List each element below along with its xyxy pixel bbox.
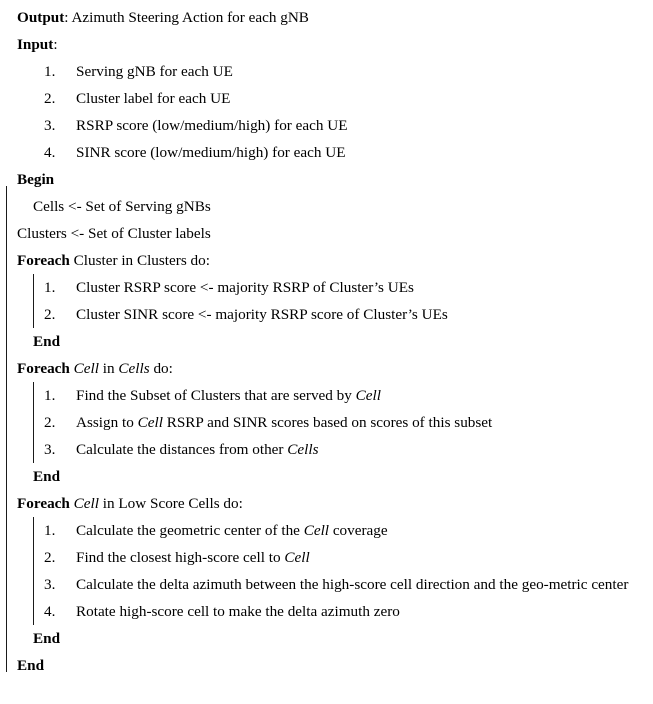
- output-line: [17, 4, 648, 31]
- list-item-number: 3.: [44, 441, 56, 458]
- text-run: do:: [149, 360, 173, 377]
- list-item: [44, 112, 648, 139]
- foreach-keyword: Foreach: [17, 252, 70, 269]
- text-run: Find the Subset of Clusters that are served by: [76, 387, 356, 404]
- list-item-text: [76, 603, 400, 620]
- end-line-cluster-loop: End: [33, 333, 61, 350]
- begin-line: Begin: [17, 171, 55, 188]
- italic-term: Cell: [73, 360, 99, 377]
- list-item-number: 2.: [44, 306, 56, 323]
- list-item-number: 4.: [44, 144, 56, 161]
- output-text: Azimuth Steering Action for each gNB: [71, 9, 309, 26]
- end-line-low-score-cell-loop: End: [33, 630, 61, 647]
- list-item: [44, 301, 648, 328]
- list-item: [44, 139, 648, 166]
- list-item-number: 3.: [44, 117, 56, 134]
- output-separator: :: [64, 9, 72, 26]
- text-run: Find the closest high-score cell to: [76, 549, 285, 566]
- list-item: [44, 58, 648, 85]
- list-item: [44, 517, 648, 544]
- clusters-assignment-line: Clusters <- Set of Cluster labels: [17, 225, 211, 242]
- text-run: in: [98, 360, 119, 377]
- list-item: [44, 409, 648, 436]
- input-list: [44, 58, 648, 166]
- italic-term: Cells: [118, 360, 150, 377]
- text-run: Calculate the geometric center of the: [76, 522, 304, 539]
- output-keyword: Output: [17, 9, 65, 26]
- text-run: coverage: [329, 522, 388, 539]
- italic-term: Cell: [73, 495, 99, 512]
- end-line-cell-loop: End: [33, 468, 61, 485]
- text-run: Calculate the distances from other: [76, 441, 288, 458]
- list-item-text: [76, 441, 319, 458]
- list-item-number: 1.: [44, 279, 56, 296]
- foreach-line-cell-loop: [17, 355, 648, 382]
- list-item-number: 3.: [44, 576, 56, 593]
- list-item-text: [76, 387, 381, 404]
- foreach-keyword: Foreach: [17, 360, 70, 377]
- list-item-text: RSRP score (low/medium/high) for each UE: [76, 117, 348, 134]
- list-item: [44, 571, 648, 598]
- italic-term: Cell: [303, 522, 330, 539]
- begin-end-rail: [6, 186, 7, 672]
- list-item-text: Cluster RSRP score <- majority RSRP of Cluster’s UEs: [76, 279, 414, 296]
- italic-term: Cell: [137, 414, 163, 431]
- text-run: Rotate high-score cell to make the delta azimuth zero: [76, 603, 400, 620]
- foreach-keyword: Foreach: [17, 495, 70, 512]
- italic-term: Cells: [287, 441, 319, 458]
- list-item-text: Cluster label for each UE: [76, 90, 231, 107]
- foreach-line-cluster-loop: [17, 247, 648, 274]
- italic-term: Cell: [284, 549, 310, 566]
- list-item: [44, 544, 648, 571]
- list-item-text: [76, 549, 310, 566]
- loop-body-list-low-score-cell-loop: [33, 517, 648, 625]
- text-run: RSRP and SINR scores based on scores of this subset: [162, 414, 493, 431]
- list-item-number: 1.: [44, 522, 56, 539]
- text-run: Assign to: [76, 414, 138, 431]
- list-item-number: 4.: [44, 603, 56, 620]
- list-item-text: Serving gNB for each UE: [76, 63, 233, 80]
- text-run: Calculate the delta azimuth between the high-score cell direction and the geo-metric center: [76, 576, 629, 593]
- list-item-number: 2.: [44, 414, 56, 431]
- list-item-number: 1.: [44, 387, 56, 404]
- list-item-text: [76, 414, 492, 431]
- list-item-text: [76, 522, 388, 539]
- input-keyword: Input: [17, 36, 54, 53]
- loop-body-list-cell-loop: [33, 382, 648, 463]
- list-item: [44, 85, 648, 112]
- list-item-text: [76, 576, 628, 593]
- list-item: [44, 436, 648, 463]
- outer-end-line: End: [17, 657, 45, 674]
- input-line: [17, 31, 648, 58]
- loop-body-list-cluster-loop: [33, 274, 648, 328]
- list-item: [44, 598, 648, 625]
- list-item-number: 2.: [44, 549, 56, 566]
- list-item-number: 2.: [44, 90, 56, 107]
- loops-container: [17, 247, 648, 652]
- list-item-text: Cluster SINR score <- majority RSRP score of Cluster’s UEs: [76, 306, 448, 323]
- list-item-number: 1.: [44, 63, 56, 80]
- list-item: [44, 274, 648, 301]
- italic-term: Cell: [355, 387, 381, 404]
- text-run: in Low Score Cells do:: [98, 495, 243, 512]
- list-item: [44, 382, 648, 409]
- text-run: Cluster in Clusters do:: [69, 252, 210, 269]
- input-separator: :: [53, 36, 58, 53]
- list-item-text: SINR score (low/medium/high) for each UE: [76, 144, 346, 161]
- cells-assignment-line: Cells <- Set of Serving gNBs: [33, 198, 211, 215]
- foreach-line-low-score-cell-loop: [17, 490, 648, 517]
